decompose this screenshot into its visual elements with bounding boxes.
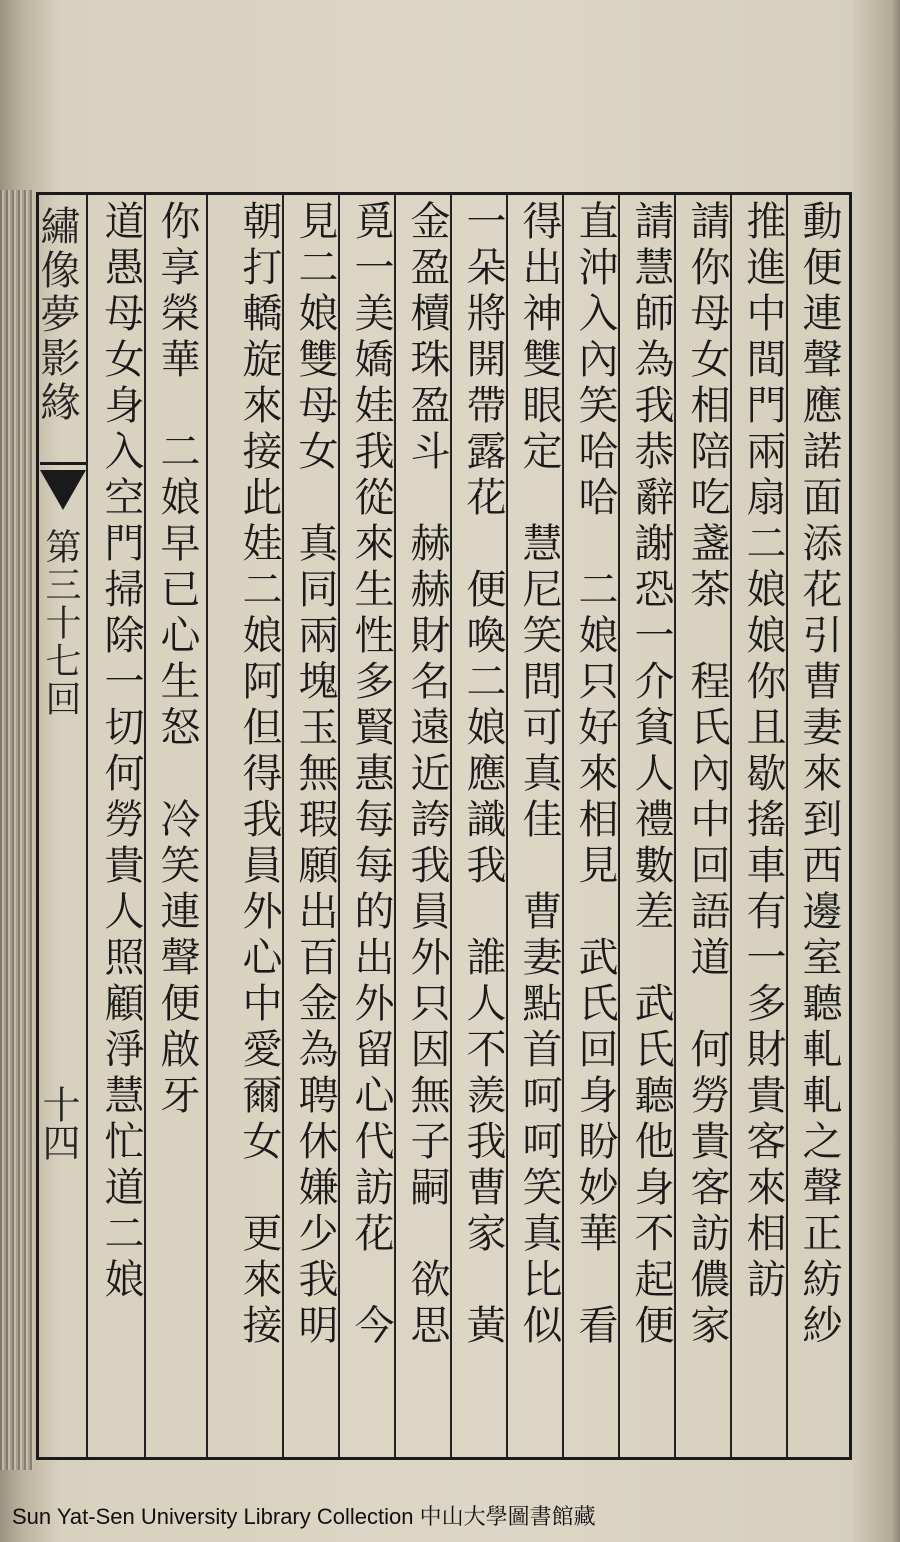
- page-number: 十四: [36, 1085, 80, 1161]
- right-page-edge: [852, 0, 900, 1542]
- text-column: 覓一美嬌娃我從來生性多賢惠每每的出外留心代訪花 今: [348, 200, 394, 1350]
- text-column: 朝打轎旋來接此娃二娘阿但得我員外心中愛爾女 更來接: [236, 200, 282, 1350]
- text-column: 直沖入內笑哈哈 二娘只好來相見 武氏回身盼妙華 看: [572, 200, 618, 1350]
- text-column: 請慧師為我恭辭謝恐一介貧人禮數差 武氏聽他身不起便: [628, 200, 674, 1350]
- text-column: 你享榮華 二娘早已心生怒 冷笑連聲便啟牙: [154, 200, 200, 1120]
- text-column: 道愚母女身入空門掃除一切何勞貴人照顧淨慧忙道二娘: [98, 200, 144, 1304]
- column-rule: [206, 195, 208, 1457]
- text-column: 推進中間門兩扇二娘娘你且歇搖車有一多財貴客來相訪: [740, 200, 786, 1304]
- text-column: 得出神雙眼定 慧尼笑問可真佳 曹妻點首呵呵笑真比似: [516, 200, 562, 1350]
- text-column: 見二娘雙母女 真同兩塊玉無瑕願出百金為聘休嫌少我明: [292, 200, 338, 1350]
- book-title: 繡像夢影緣: [34, 205, 80, 425]
- fish-tail-rule: [40, 462, 86, 465]
- text-column: 動便連聲應諾面添花引曹妻來到西邊室聽軋軋之聲正紡紗: [796, 200, 842, 1350]
- library-caption: Sun Yat-Sen University Library Collection 中山大學圖書館藏: [12, 1504, 596, 1529]
- text-column: 金盈櫝珠盈斗 赫赫財名遠近誇我員外只因無子嗣 欲思: [404, 200, 450, 1350]
- fish-tail-mark: [40, 470, 86, 510]
- text-column: 一朵將開帶露花 便喚二娘應識我 誰人不羨我曹家 黃: [460, 200, 506, 1350]
- chapter-label: 第三十七回: [40, 528, 81, 718]
- text-column: 請你母女相陪吃盞茶 程氏內中回語道 何勞貴客訪儂家: [684, 200, 730, 1350]
